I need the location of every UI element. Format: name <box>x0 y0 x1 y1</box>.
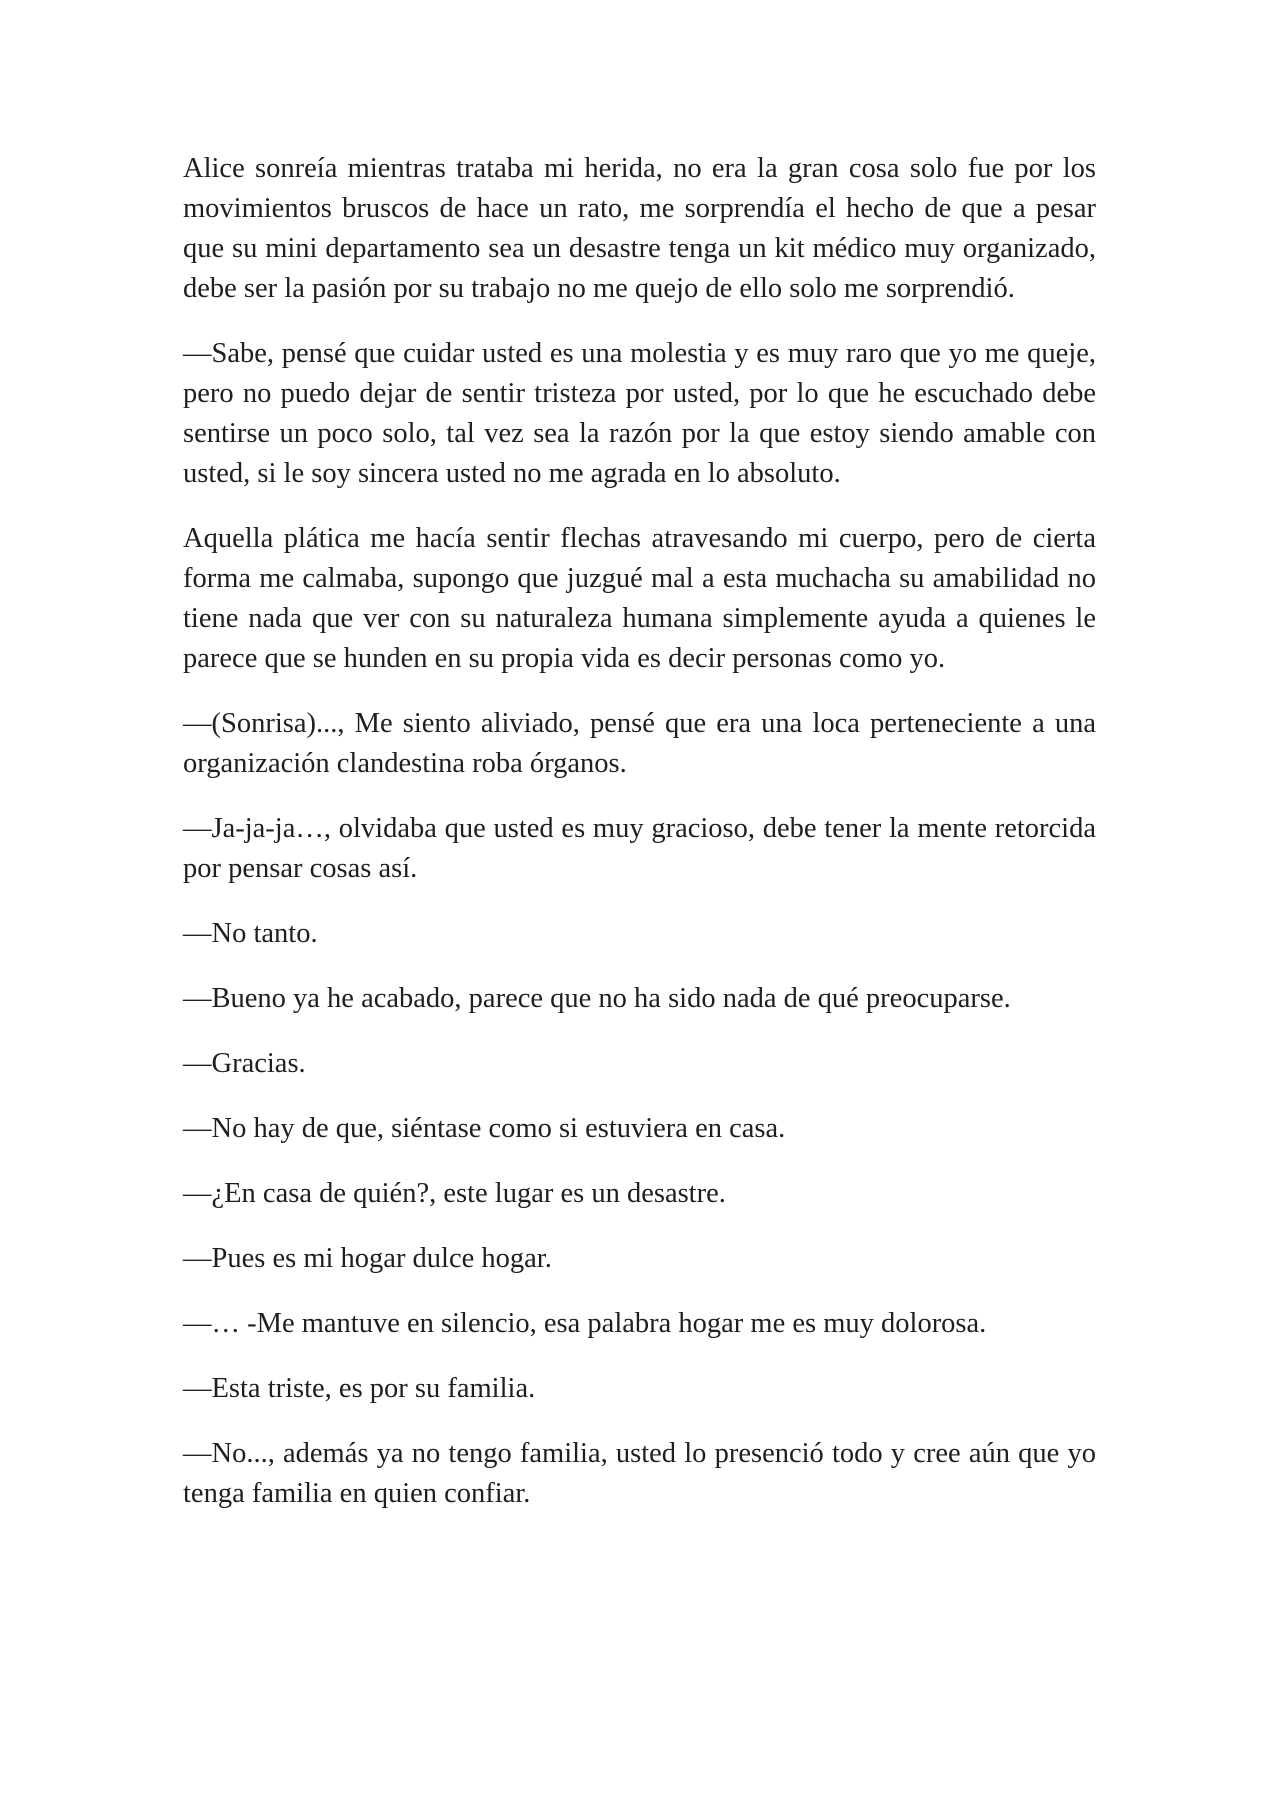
paragraph: —Gracias. <box>183 1048 306 1079</box>
paragraph: —No hay de que, siéntase como si estuviera en casa. <box>183 1113 786 1144</box>
paragraph: —No tanto. <box>183 918 318 949</box>
paragraph: —¿En casa de quién?, este lugar es un desastre. <box>183 1178 726 1209</box>
paragraph: —Pues es mi hogar dulce hogar. <box>183 1243 552 1274</box>
paragraph: —Ja-ja-ja…, olvidaba que usted es muy gracioso, debe tener la mente retorcida por pensar cosas así. <box>183 813 1096 884</box>
body-text <box>183 149 1096 1514</box>
paragraph: —Sabe, pensé que cuidar usted es una molestia y es muy raro que yo me queje, pero no puedo dejar de sentir tristeza por usted, por lo que he escuchado debe sentirse un poco solo, tal vez sea la razón por la que estoy siendo amable con usted, si le soy sincera usted no me agrada en lo absoluto. <box>183 338 1096 489</box>
paragraph: Alice sonreía mientras trataba mi herida, no era la gran cosa solo fue por los movimientos bruscos de hace un rato, me sorprendía el hecho de que a pesar que su mini departamento sea un desastre tenga un kit médico muy organizado, debe ser la pasión por su trabajo no me quejo de ello solo me sorprendió. <box>183 153 1096 304</box>
paragraph: —… -Me mantuve en silencio, esa palabra hogar me es muy dolorosa. <box>183 1308 987 1339</box>
paragraph: Aquella plática me hacía sentir flechas atravesando mi cuerpo, pero de cierta forma me calmaba, supongo que juzgué mal a esta muchacha su amabilidad no tiene nada que ver con su naturaleza humana simplemente ayuda a quienes le parece que se hunden en su propia vida es decir personas como yo. <box>183 523 1096 674</box>
paragraph: —No..., además ya no tengo familia, usted lo presenció todo y cree aún que yo tenga familia en quien confiar. <box>183 1438 1096 1509</box>
paragraph: —Esta triste, es por su familia. <box>183 1373 536 1404</box>
paragraph: —Bueno ya he acabado, parece que no ha sido nada de qué preocuparse. <box>183 983 1011 1014</box>
paragraph: —(Sonrisa)..., Me siento aliviado, pensé que era una loca perteneciente a una organización clandestina roba órganos. <box>183 708 1096 779</box>
